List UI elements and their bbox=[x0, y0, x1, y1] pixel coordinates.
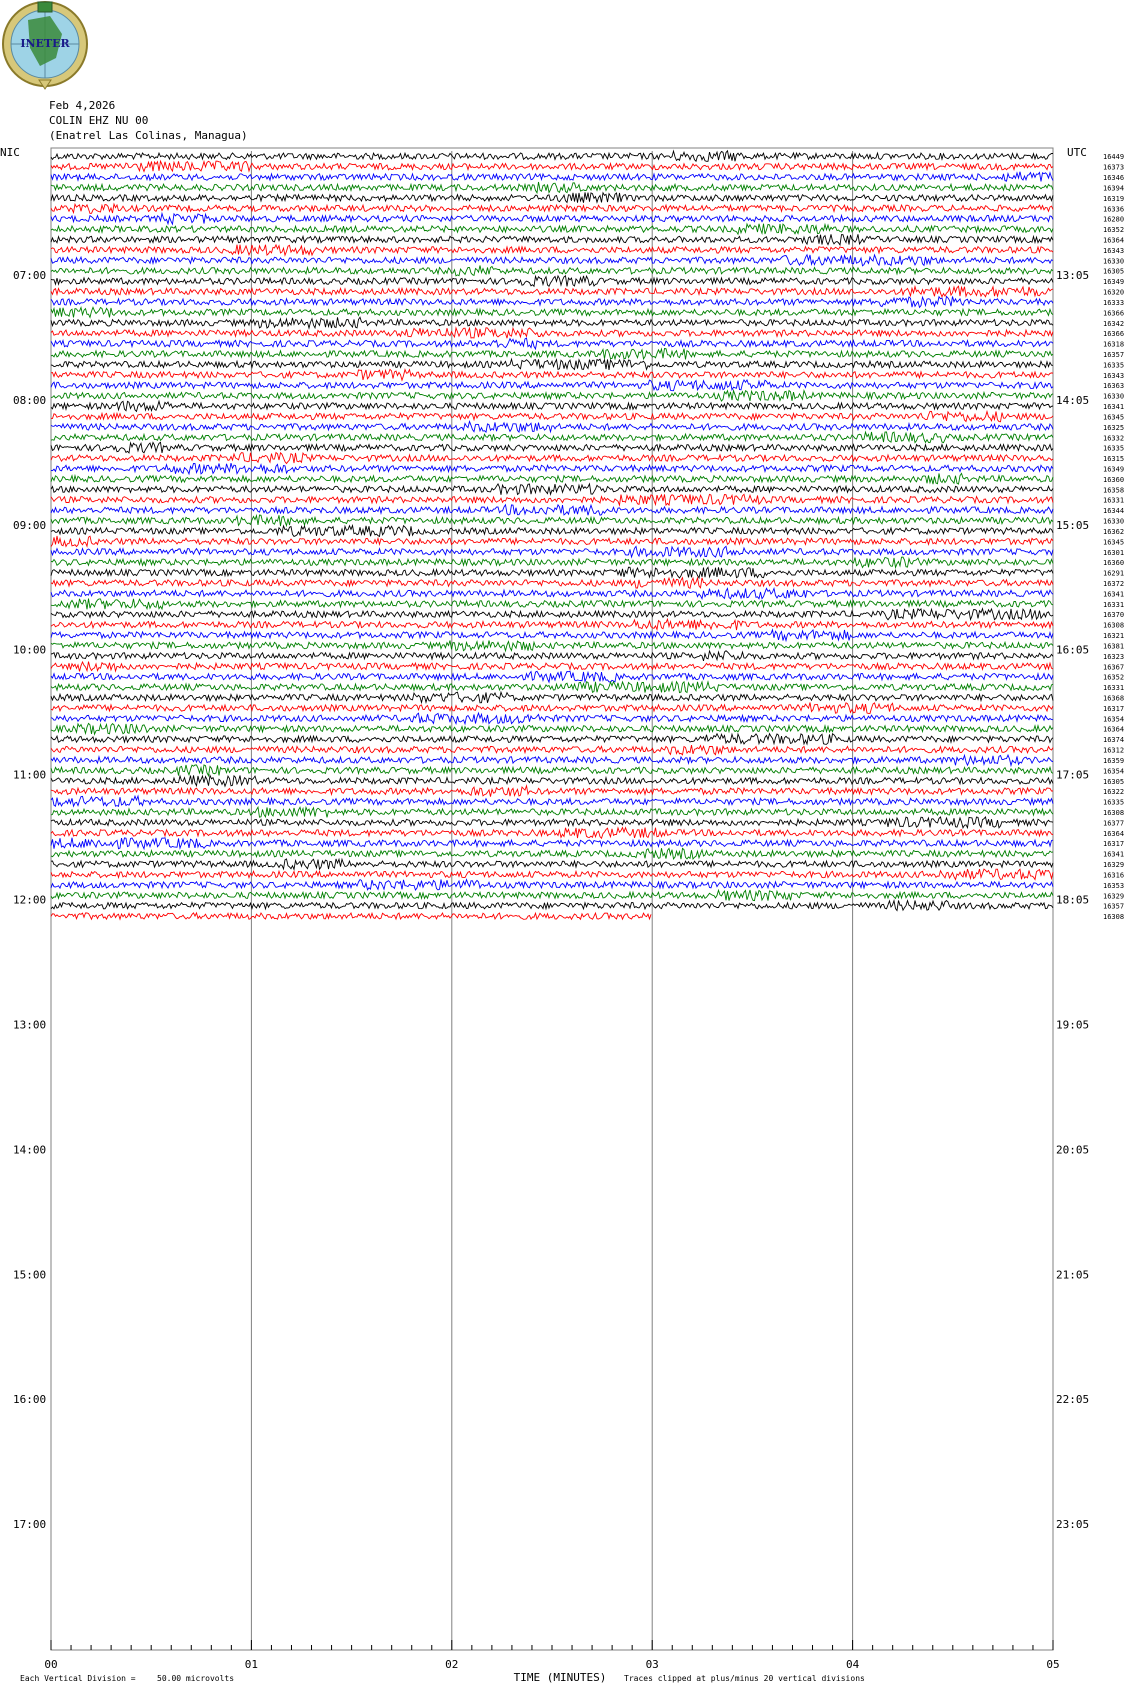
trace-line bbox=[51, 546, 1053, 557]
trace-line bbox=[51, 369, 1053, 380]
trace-line bbox=[51, 494, 1053, 505]
trace-count-label: 16325 bbox=[1103, 423, 1125, 432]
trace-count-label: 16315 bbox=[1103, 455, 1125, 464]
trace-count-label: 16358 bbox=[1103, 486, 1125, 495]
trace-count-label: 16316 bbox=[1103, 871, 1125, 880]
trace-count-label: 16349 bbox=[1103, 278, 1125, 287]
trace-count-label: 16323 bbox=[1103, 652, 1125, 661]
trace-line bbox=[51, 182, 1053, 193]
trace-line bbox=[51, 151, 1053, 162]
clip-note: Traces clipped at plus/minus 20 vertical divisions bbox=[624, 1674, 865, 1683]
trace-count-label: 16280 bbox=[1103, 215, 1125, 224]
trace-line bbox=[51, 463, 1053, 474]
trace-count-label: 16291 bbox=[1103, 569, 1125, 578]
trace-line bbox=[51, 505, 1053, 516]
trace-line bbox=[51, 328, 1053, 338]
trace-count-label: 16363 bbox=[1103, 382, 1125, 391]
trace-count-label: 16331 bbox=[1103, 600, 1125, 609]
right-hour-label: 20:05 bbox=[1056, 1143, 1090, 1157]
trace-count-label: 16345 bbox=[1103, 413, 1125, 422]
trace-line bbox=[51, 484, 1053, 495]
trace-count-label: 16330 bbox=[1103, 392, 1125, 401]
trace-line bbox=[51, 515, 1053, 526]
location-label: (Enatrel Las Colinas, Managua) bbox=[49, 129, 248, 142]
x-tick-label: 05 bbox=[1046, 1658, 1060, 1671]
x-axis-title: TIME (MINUTES) bbox=[513, 1671, 607, 1684]
left-hour-label: 12:00 bbox=[13, 893, 47, 907]
trace-count-label: 16366 bbox=[1103, 330, 1125, 339]
trace-line bbox=[51, 651, 1053, 661]
trace-line bbox=[51, 380, 1053, 391]
trace-count-label: 16319 bbox=[1103, 194, 1125, 203]
trace-line bbox=[51, 890, 1053, 901]
trace-count-label: 16360 bbox=[1103, 559, 1125, 568]
trace-line bbox=[51, 473, 1053, 484]
trace-count-label: 16353 bbox=[1103, 881, 1125, 890]
right-hour-label: 23:05 bbox=[1056, 1518, 1090, 1532]
trace-line bbox=[51, 599, 1053, 610]
trace-line bbox=[51, 630, 1053, 641]
left-hour-label: 15:00 bbox=[13, 1268, 47, 1282]
trace-line bbox=[51, 307, 1053, 317]
trace-line bbox=[51, 349, 1053, 360]
trace-count-label: 16335 bbox=[1103, 798, 1125, 807]
trace-count-label: 16367 bbox=[1103, 663, 1125, 672]
scale-note: Each Vertical Division = bbox=[20, 1674, 136, 1683]
trace-line bbox=[51, 588, 1053, 598]
trace-line bbox=[51, 578, 1053, 589]
left-hour-label: 13:00 bbox=[13, 1018, 47, 1032]
trace-line bbox=[51, 286, 1053, 297]
trace-count-label: 16335 bbox=[1103, 444, 1125, 453]
left-hour-label: 10:00 bbox=[13, 643, 47, 657]
trace-line bbox=[51, 734, 1053, 745]
trace-count-label: 16317 bbox=[1103, 840, 1125, 849]
right-hour-label: 16:05 bbox=[1056, 643, 1090, 657]
trace-line bbox=[51, 692, 1053, 703]
trace-count-label: 16341 bbox=[1103, 590, 1125, 599]
trace-line bbox=[51, 859, 1053, 870]
trace-line bbox=[51, 662, 1053, 672]
trace-line bbox=[51, 713, 1053, 724]
trace-count-label: 16341 bbox=[1103, 850, 1125, 859]
trace-count-label: 16354 bbox=[1103, 715, 1125, 724]
trace-count-label: 16330 bbox=[1103, 517, 1125, 526]
trace-count-label: 16372 bbox=[1103, 580, 1125, 589]
trace-line bbox=[51, 255, 1053, 266]
trace-line bbox=[51, 401, 1053, 411]
trace-count-label: 16354 bbox=[1103, 767, 1125, 776]
x-tick-label: 01 bbox=[244, 1658, 259, 1671]
trace-count-label: 16333 bbox=[1103, 298, 1125, 307]
trace-count-label: 16357 bbox=[1103, 350, 1125, 359]
right-hour-label: 15:05 bbox=[1056, 518, 1090, 532]
trace-count-label: 16335 bbox=[1103, 361, 1125, 370]
trace-line bbox=[51, 723, 1053, 734]
trace-line bbox=[51, 765, 1053, 776]
trace-count-label: 16364 bbox=[1103, 236, 1125, 245]
left-hour-label: 16:00 bbox=[13, 1393, 47, 1407]
left-hour-label: 14:00 bbox=[13, 1143, 47, 1157]
trace-count-label: 16321 bbox=[1103, 632, 1125, 641]
trace-count-label: 16320 bbox=[1103, 288, 1125, 297]
trace-count-label: 16346 bbox=[1103, 174, 1125, 183]
trace-line bbox=[51, 901, 1053, 911]
trace-line bbox=[51, 796, 1053, 806]
trace-line bbox=[51, 411, 1053, 422]
trace-count-label: 16373 bbox=[1103, 163, 1125, 172]
trace-line bbox=[51, 641, 1053, 651]
station-label: COLIN EHZ NU 00 bbox=[49, 114, 149, 127]
trace-count-label: 16301 bbox=[1103, 548, 1125, 557]
scale-value: 50.00 microvolts bbox=[157, 1674, 235, 1683]
trace-line bbox=[51, 745, 1053, 755]
trace-count-label: 16364 bbox=[1103, 829, 1125, 838]
left-hour-label: 07:00 bbox=[13, 268, 47, 282]
left-hour-label: 09:00 bbox=[13, 518, 47, 532]
trace-count-label: 16336 bbox=[1103, 205, 1125, 214]
trace-line bbox=[51, 619, 1053, 630]
trace-line bbox=[51, 848, 1053, 859]
trace-count-label: 16308 bbox=[1103, 913, 1125, 922]
trace-line bbox=[51, 453, 1053, 464]
trace-count-label: 16359 bbox=[1103, 756, 1125, 765]
trace-line bbox=[51, 755, 1053, 765]
trace-count-label: 16308 bbox=[1103, 621, 1125, 630]
trace-count-label: 16364 bbox=[1103, 725, 1125, 734]
left-timezone-label: NIC bbox=[0, 146, 20, 159]
left-hour-label: 11:00 bbox=[13, 768, 47, 782]
trace-count-label: 16357 bbox=[1103, 902, 1125, 911]
trace-line bbox=[51, 432, 1053, 443]
trace-line bbox=[51, 828, 1053, 839]
x-tick-label: 03 bbox=[645, 1658, 659, 1671]
trace-count-label: 16352 bbox=[1103, 673, 1125, 682]
trace-count-label: 16352 bbox=[1103, 226, 1125, 235]
trace-count-label: 16349 bbox=[1103, 465, 1125, 474]
trace-count-label: 16377 bbox=[1103, 819, 1125, 828]
trace-line bbox=[51, 536, 1053, 547]
trace-count-label: 16360 bbox=[1103, 475, 1125, 484]
trace-line bbox=[51, 204, 1053, 213]
trace-count-label: 16305 bbox=[1103, 777, 1125, 786]
right-timezone-label: UTC bbox=[1067, 146, 1087, 159]
right-hour-label: 18:05 bbox=[1056, 893, 1090, 907]
trace-line bbox=[51, 161, 1053, 171]
trace-count-label: 16312 bbox=[1103, 746, 1125, 755]
right-hour-label: 17:05 bbox=[1056, 768, 1090, 782]
trace-count-label: 16308 bbox=[1103, 809, 1125, 818]
trace-line bbox=[51, 807, 1053, 817]
right-hour-label: 13:05 bbox=[1056, 268, 1090, 282]
trace-count-label: 16322 bbox=[1103, 788, 1125, 797]
trace-line bbox=[51, 338, 1053, 349]
trace-count-label: 16381 bbox=[1103, 642, 1125, 651]
trace-count-label: 16332 bbox=[1103, 434, 1125, 443]
trace-line bbox=[51, 296, 1053, 307]
x-tick-label: 00 bbox=[44, 1658, 58, 1671]
trace-line bbox=[51, 214, 1053, 225]
trace-line bbox=[51, 276, 1053, 287]
trace-count-label: 16449 bbox=[1103, 153, 1125, 162]
right-hour-label: 21:05 bbox=[1056, 1268, 1090, 1282]
trace-count-label: 16317 bbox=[1103, 704, 1125, 713]
logo-text: INETER bbox=[20, 37, 70, 50]
trace-count-label: 16341 bbox=[1103, 403, 1125, 412]
trace-line bbox=[51, 671, 1053, 682]
trace-line bbox=[51, 224, 1053, 235]
trace-line bbox=[51, 317, 1053, 328]
trace-line bbox=[51, 172, 1053, 182]
trace-count-label: 16374 bbox=[1103, 736, 1125, 745]
right-hour-label: 19:05 bbox=[1056, 1018, 1090, 1032]
trace-count-label: 16344 bbox=[1103, 507, 1125, 516]
trace-line bbox=[51, 775, 1053, 786]
trace-count-label: 16342 bbox=[1103, 319, 1125, 328]
trace-count-label: 16329 bbox=[1103, 861, 1125, 870]
trace-line bbox=[51, 391, 1053, 402]
trace-count-label: 16331 bbox=[1103, 496, 1125, 505]
trace-line bbox=[51, 526, 1053, 537]
trace-line bbox=[51, 359, 1053, 370]
x-tick-label: 02 bbox=[445, 1658, 459, 1671]
trace-count-label: 16362 bbox=[1103, 527, 1125, 536]
trace-line bbox=[51, 557, 1053, 567]
trace-count-label: 16329 bbox=[1103, 892, 1125, 901]
trace-line bbox=[51, 609, 1053, 620]
trace-line bbox=[51, 880, 1053, 891]
axis-labels bbox=[0, 146, 1124, 1684]
right-hour-label: 14:05 bbox=[1056, 393, 1090, 407]
trace-line bbox=[51, 703, 1053, 714]
right-hour-label: 22:05 bbox=[1056, 1393, 1090, 1407]
trace-line bbox=[51, 234, 1053, 245]
left-hour-label: 08:00 bbox=[13, 393, 47, 407]
trace-line bbox=[51, 245, 1053, 256]
trace-count-label: 16305 bbox=[1103, 267, 1125, 276]
trace-line bbox=[51, 913, 651, 919]
trace-line bbox=[51, 838, 1053, 849]
trace-count-label: 16318 bbox=[1103, 340, 1125, 349]
x-tick-label: 04 bbox=[845, 1658, 860, 1671]
trace-count-label: 16366 bbox=[1103, 309, 1125, 318]
trace-line bbox=[51, 422, 1053, 433]
trace-count-label: 16345 bbox=[1103, 538, 1125, 547]
trace-count-label: 16394 bbox=[1103, 184, 1125, 193]
seismic-traces bbox=[51, 151, 1053, 920]
trace-count-label: 16368 bbox=[1103, 694, 1125, 703]
trace-count-label: 16343 bbox=[1103, 371, 1125, 380]
trace-count-label: 16331 bbox=[1103, 684, 1125, 693]
trace-line bbox=[51, 869, 1053, 879]
trace-count-label: 16343 bbox=[1103, 246, 1125, 255]
trace-line bbox=[51, 817, 1053, 828]
trace-line bbox=[51, 682, 1053, 693]
trace-count-label: 16330 bbox=[1103, 257, 1125, 266]
trace-count-label: 16370 bbox=[1103, 611, 1125, 620]
trace-line bbox=[51, 266, 1053, 276]
left-hour-label: 17:00 bbox=[13, 1518, 47, 1532]
trace-line bbox=[51, 567, 1053, 578]
trace-line bbox=[51, 786, 1053, 797]
trace-line bbox=[51, 442, 1053, 453]
date-label: Feb 4,2026 bbox=[49, 99, 116, 112]
trace-line bbox=[51, 192, 1053, 202]
